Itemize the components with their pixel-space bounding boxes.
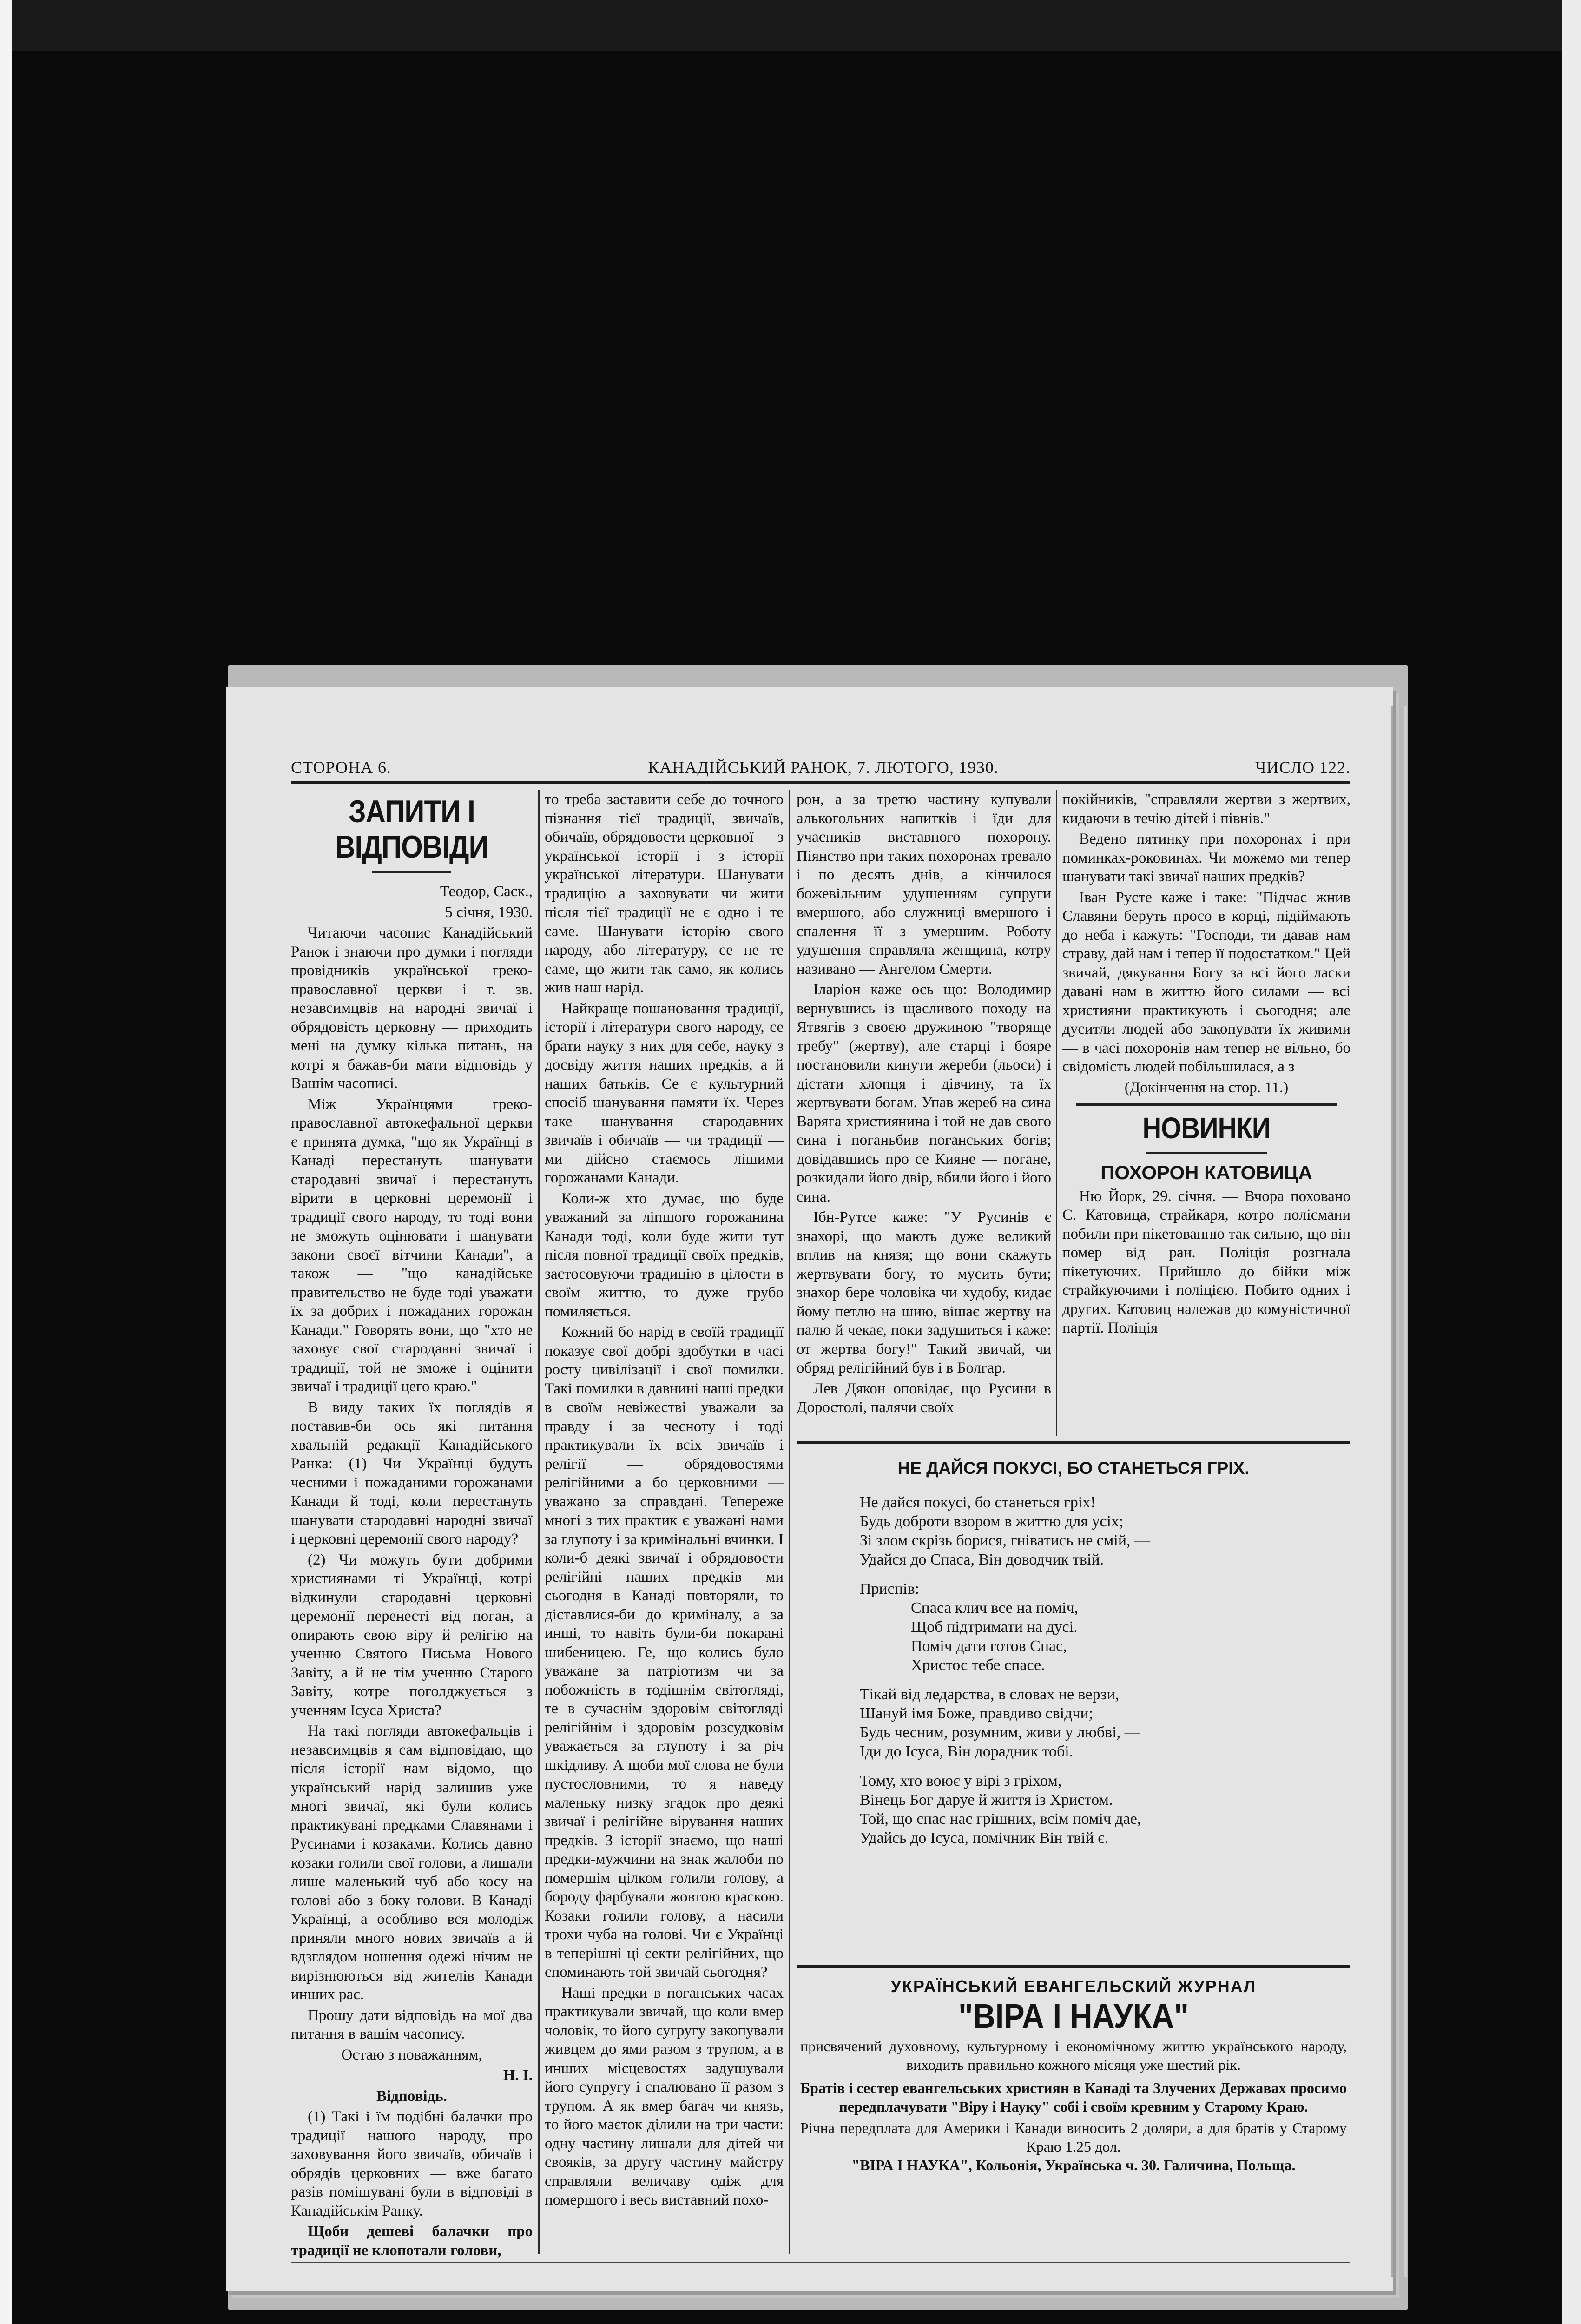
article-headline: ЗАПИТИ І ВІДПОВІДИ [335, 794, 488, 865]
paragraph: Прошу дати відповідь на мої два питання в вашім часопису. [291, 2007, 533, 2042]
paragraph: Читаючи часопис Канадійський Ранок і знаючи про думки і погляди провідників української греко-православної церкви і т. зв. незавсимцвів на народні звичаї і обрядовість церковну — приходить мені на думку кілька питань, на котрі я бажав-би мати відповідь у Вашім часописі. [291, 924, 533, 1092]
news-subheadline: ПОХОРОН КАТОВИЦА [1100, 1162, 1312, 1183]
journal-appeal: Братів і сестер евангельських християн в Канаді та Злучених Державах просимо передплачувати "Віру і Науку" собі і своїм кревним у Старому Краю. [800, 2080, 1347, 2115]
closing: Остаю з поважанням, [341, 2046, 482, 2063]
paragraph: Найкраще пошановання традиції, історії і літератури свого народу, се брати науку з них для себе, науку з досвіду життя наших предків, а й наших батьків. Се є культурний спосіб шанування памяти їх. Через таке шанування стародавних звичаїв і обичаїв — чи традиції — ми дійсно стаємось лішими горожанами Канади. [545, 1000, 784, 1186]
letter-signature: Н. І. [503, 2067, 533, 2084]
paragraph: Іван Русте каже і таке: "Підчас жнив Славяни беруть просо в корці, підіймають до неба і кажуть: "Господи, ти давав нам страву, дай нам і тепер її подостатком." Цей звичай, дякування Богу за всі його ласки давані нам в життю його силами — всі християни практикують і сьогодня; але дуситли людей або закопувати їх живими — в часі похоронів нам тепер не вільно, бо свідомість людей побільшилася, а з [1062, 889, 1350, 1075]
ad-top-rule [797, 1965, 1350, 1968]
paragraph: (2) Чи можуть бути добрими християнами ті Українці, котрі відкинули стародавні церковні церемонії перенесті від поган, а опирають свою віру й релігію на ученню Святого Письма Нового Завіту, а й не тім ученню Старого Завіту, котре поголджується з ученням Ісуса Христа? [291, 1551, 533, 1719]
dateline-place: Теодор, Саск., [440, 883, 533, 900]
paragraph: Ведено пятинку при похоронах і при поминках-роковинах. Чи можемо ми тепер шанувати такі звичаї наших предків? [1062, 831, 1350, 885]
poem-line: Спаса клич все на поміч, [911, 1599, 1079, 1617]
poem-line: Удайсь до Ісуса, помічник Він твій є. [860, 1829, 1109, 1847]
film-right-edge [1562, 0, 1581, 2324]
poem-line: Зі злом скрізь борися, гніватись не смій, — [860, 1532, 1151, 1549]
chorus-label: Приспів: [860, 1580, 919, 1598]
film-left-edge [0, 0, 12, 2324]
journal-address: "ВІРА І НАУКА", Кольонія, Українська ч. 30. Галичина, Польща. [851, 2157, 1296, 2173]
poem-and-ad-box [797, 1441, 1350, 2173]
poem-title: НЕ ДАЙСЯ ПОКУСІ, БО СТАНЕТЬСЯ ГРІХ. [897, 1459, 1250, 1478]
poem-stanza [860, 1771, 1324, 1848]
poem-line: Шануй імя Боже, правдиво свідчи; [860, 1705, 1094, 1722]
paragraph: Лев Дякон оповідає, що Русини в Доростолі, палячи своїх [797, 1380, 1051, 1416]
journal-kicker: УКРАЇНСЬКИЙ ЕВАНГЕЛЬСКИЙ ЖУРНАЛ [890, 1977, 1257, 1996]
box-top-rule [797, 1441, 1350, 1444]
column-3 [797, 790, 1051, 1419]
continued-note: (Докінчення на стор. 11.) [1124, 1079, 1289, 1096]
poem-line: Тікай від ледарства, в словах не верзи, [860, 1686, 1120, 1703]
paragraph: покійників, "справляли жертви з жертвих, кидаючи в течію дітей і півнів." [1062, 791, 1350, 827]
paragraph: Щоби дешеві балачки про традиції не клопотали голови, [291, 2223, 533, 2259]
poem-line: Не дайся покусі, бо станеться гріх! [860, 1494, 1096, 1511]
poem-line: Будь доброти взором в життю для усіх; [860, 1513, 1124, 1530]
poem-line: Вінець Бог даруе й життя із Христом. [860, 1791, 1113, 1809]
paragraph: Наші предки в поганських часах практикували звичай, що коли вмер чоловік, то його сугругу закопували живцем до ями разом з трупом, а в инших місцевостях задушували його супругу і спалювано її разом з трупом. А як вмер багач чи князь, то його маєток ділили на три части: одну частину лишали для дітей чи свояків, за другу частину майстру справляли величаву одіж для помершого і весь виставний похо- [545, 1984, 784, 2208]
poem-stanza [860, 1685, 1324, 1761]
poem-line: Тому, хто воює у вірі з гріхом, [860, 1772, 1062, 1789]
paragraph: В виду таких їх поглядів я поставив-би ось які питання хвальній редакції Канадійського Ранка: (1) Чи Українці будуть чесними і пожаданими горожанами Канади й тоді, коли перестануть шанувати стародавні народні звичаї і церковні церемонії свого народу? [291, 1399, 533, 1547]
column-divider [789, 790, 790, 2254]
paragraph: Ню Йорк, 29. січня. — Вчора поховано С. Катовица, страйкаря, котро полісмани побили при пікетованню так сильно, що він помер від ран. Поліція розгналa пікетуючих. Прийшло до бійки між страйкуючими і поліцією. Побито одних і других. Катовиц належав до комуністичної партії. Поліція [1062, 1188, 1350, 1336]
stacked-page-edges [1391, 706, 1407, 2277]
journal-advertisement [797, 1977, 1350, 2174]
paragraph: рон, а за третю частину купували алькогольних напитків і їди для учасників виставного похорону. Піянство при таких похоронах тревало і по десять днів, а кінчилося божевільним удушенням супруги вмершого, або служниці вмершого і спалення її з умершим. Роботу удушення справляла женщина, котру називано — Ангелом Смерти. [797, 791, 1051, 977]
poem-chorus [860, 1579, 1324, 1675]
poem-line: Будь чесним, розумним, живи у любві, — [860, 1724, 1140, 1741]
paragraph: Кожний бо нарід в своїй традиції показує свої добрі здобутки в часі росту цивілізації і свої помилки. Такі помилки в давнині наші предки в своїм невіжестві уважали за правду і за чесноту і тоді практикували їх всіх звичаїв і релігії — обрядовостями релігійними а бо церковними — уважано за справдані. Тепереже многі з тих практик є уважані нами за глупоту і за кримінальні вчинки. І коли-б деякі звичаї і обрядовости релігійні наших предків ми сьогодня в Канаді повторяли, то діставлися-би до криміналу, а за инші, то навіть були-би покарані шибеницею. Ге, що колись було уважане за патріотизм чи за побожність в тодішнім світогляді, те в сучаснім здоровім світогляді релігійнім і здоровім розсудковім уважається за глупоту і за річ шкідливу. А щоби мої слова не були пустословними, то я наведу маленьку низку згадок про деякі звичаї і релігійне вірування наших предків. З історії знаємо, що наші предки-мужчини на знак жалоби по помершім цілком голили голову, а бороду фарбували жовтою краскою. Козаки голили голову, а нaсили трохи чуба на голові. Чи є Українці в теперішні ці секти релігійних, що споминають той звичай сьогодня? [545, 1324, 784, 1981]
column-1 [291, 790, 533, 2262]
column-divider [538, 790, 540, 2254]
poem-line: Щоб підтримати на дусі. [911, 1618, 1078, 1636]
paper-title-date: КАНАДІЙСЬКИЙ РАНОК, 7. ЛЮТОГО, 1930. [648, 758, 999, 777]
journal-price: Річна передплата для Америки і Канади виносить 2 доляри, а для братів у Старому Краю 1.25 дол. [800, 2119, 1347, 2155]
paragraph: (1) Такі і їм подібні балачки про традиції нашого народу, про заховування його звичаїв, обичаїв і обрядів церковних — вже багато разів помішувані були в відповіді в Канадійськім Ранку. [291, 2108, 533, 2219]
headline-rule [372, 871, 451, 873]
masthead [291, 756, 1350, 777]
paragraph: Ібн-Рутсе каже: "У Русинів є знахорі, що мають дуже великий вплив на князя; що вони скажуть жертвувати богу, то мусить бути; знахор бере чоловіка чи худобу, кидає йому петлю на шию, вішає жертву на палю й чекає, поки задушиться і каже: от жертва богу!" Такий звичай, чи обряд релігійний був і в Болгар. [797, 1209, 1051, 1376]
masthead-rule [291, 781, 1350, 784]
poem-line: Той, що спас нас грішних, всім поміч дае, [860, 1810, 1141, 1828]
column-2 [545, 790, 784, 2212]
column-divider [1056, 790, 1057, 1436]
page-number: СТОРОНА 6. [291, 758, 391, 777]
section-rule [1076, 1103, 1337, 1106]
journal-description: присвячений духовному, культурному і економічному життю українського народу, виходить правильно кожного місяця уже шестий рік. [800, 2038, 1347, 2073]
poem-line: Христос тебе спасе. [911, 1657, 1045, 1674]
news-headline: НОВИНКИ [1142, 1111, 1271, 1145]
paragraph: Між Українцями греко-православної автокефальної церкви є принята думка, "що як Українці в Канаді перестануть шанувати стародавні звичаї і перестануть вірити в церковні церемонії і традиції свого народу, то тоді вони не зможуть оцінювати і шанувати закони своєї вітчини Канади", а також — "що канадійське правительство не буде тоді уважати їх за добрих і пожаданих горожан Канади." Говорять вони, що "хто не заховує свої стародавні звичаї і традиції, той не зможе і оцінити звичаї і традиції цего краю." [291, 1096, 533, 1395]
dateline-date: 5 січня, 1930. [445, 904, 533, 921]
paragraph: Іларіон каже ось що: Володимир вернувшись із щасливого походу на Ятвягів з своєю дружиною "творяще требу" (жертву), але старці і бояре постановили кинути жереби (льоси) і дістати хлопця і дівчину, та їх жертвувати богам. Упав жереб на сина Варяга християнина і той не дав свого сина і поганьбив поганських богів; довідавшись про се Кияне — погане, розкидали його двір, вбили його і його сина. [797, 981, 1051, 1205]
film-top-border [12, 0, 1562, 51]
headline-rule [1146, 1152, 1267, 1154]
poem-line: Іди до Ісуса, Він дорадник тобі. [860, 1743, 1074, 1760]
newspaper-page [226, 687, 1393, 2291]
poem-stanza [860, 1493, 1324, 1569]
poem-line: Поміч дати готов Спас, [911, 1637, 1067, 1655]
paragraph: На такі погляди автокефальців і незавсимцвів я сам відповідаю, що після історії нам відомо, що український нарід залишив уже многі звичаї, які були колись практикувані предками Славянами і Русинами і козаками. Колись давно козаки голили свої голови, а лишали лише маленький чуб або косу на голові або з боку голови. В Канаді Українці, а особливо вся молодіж приняли много нових звичаїв а й вдзглядом ношення одежі нічим не вирізнюються від жителів Канади инших рас. [291, 1723, 533, 2003]
page-bottom-rule [291, 2262, 1350, 2263]
journal-title: "ВІРА І НАУКА" [958, 1997, 1189, 2035]
paragraph: то треба заставити себе до точного пізнання тієї традиції, звичаїв, обичаїв, обрядовости церковної — з української історії і з історії української літератури. Шанувати традицію а заховувати чи жити після тієї традиції не є одно і те саме. Шанувати історію свого народу, або літературу, се не те саме, що жити так само, як колись жив наш нарід. [545, 791, 784, 996]
answer-heading: Відповідь. [376, 2087, 447, 2105]
poem [860, 1493, 1324, 1858]
paragraph: Коли-ж хто думає, що буде уважаний за ліпшого горожанина Канади тоді, коли буде жити тут після повної традиції своїх предків, застосовуючи традицію в цілости в своїм життю, то дуже грубо помиляється. [545, 1190, 784, 1320]
poem-line: Удайся до Спаса, Він доводчик твій. [860, 1551, 1104, 1568]
issue-number: ЧИСЛО 122. [1255, 758, 1350, 777]
column-4 [1062, 790, 1350, 1340]
